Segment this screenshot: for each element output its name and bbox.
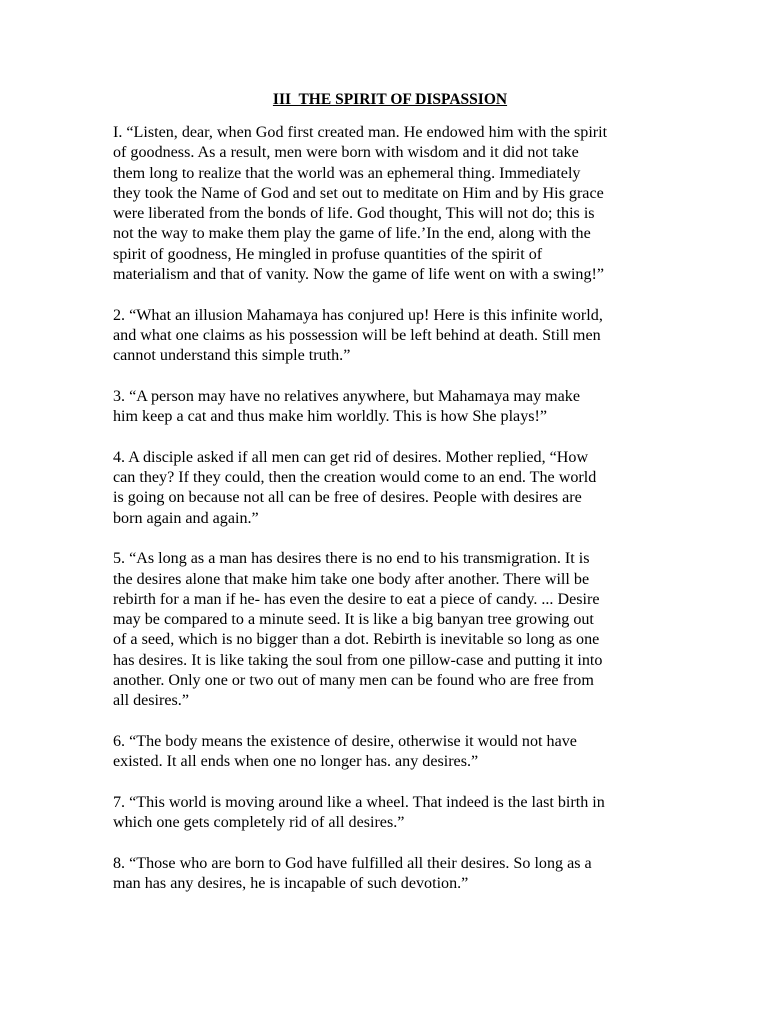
paragraph-list <box>113 123 663 894</box>
paragraph-6 <box>113 732 663 773</box>
text-line: spirit of goodness, He mingled in profuse quantities of the spirit of <box>113 245 543 263</box>
text-line: 2. “What an illusion Mahamaya has conjured up! Here is this infinite world, <box>113 306 603 324</box>
text-line: cannot understand this simple truth.” <box>113 347 351 365</box>
text-line: him keep a cat and thus make him worldly. This is how She plays!” <box>113 408 548 426</box>
text-line: existed. It all ends when one no longer has. any desires.” <box>113 753 479 771</box>
paragraph-1 <box>113 123 663 285</box>
text-line: them long to realize that the world was an ephemeral thing. Immediately <box>113 164 581 182</box>
text-line: born again and again.” <box>113 509 259 527</box>
text-line: man has any desires, he is incapable of such devotion.” <box>113 874 469 892</box>
text-line: I. “Listen, dear, when God first created man. He endowed him with the spirit <box>113 124 608 141</box>
text-line: can they? If they could, then the creation would come to an end. The world <box>113 469 597 487</box>
text-line: and what one claims as his possession will be left behind at death. Still men <box>113 326 601 344</box>
text-line: all desires.” <box>113 692 189 710</box>
text-line: has desires. It is like taking the soul from one pillow-case and putting it into <box>113 651 603 669</box>
text-line: the desires alone that make him take one body after another. There will be <box>113 570 590 588</box>
text-line: 7. “This world is moving around like a wheel. That indeed is the last birth in <box>113 793 605 811</box>
paragraph-4 <box>113 448 663 529</box>
paragraph-2 <box>113 306 663 367</box>
text-line: of a seed, which is no bigger than a dot. Rebirth is inevitable so long as one <box>113 631 600 649</box>
paragraph-8 <box>113 854 663 895</box>
text-line: 6. “The body means the existence of desire, otherwise it would not have <box>113 732 577 750</box>
paragraph-3 <box>113 387 663 428</box>
document-page <box>113 90 663 915</box>
text-line: 3. “A person may have no relatives anywhere, but Mahamaya may make <box>113 387 581 405</box>
text-line: 8. “Those who are born to God have fulfilled all their desires. So long as a <box>113 854 592 872</box>
text-line: another. Only one or two out of many men can be found who are free from <box>113 672 594 690</box>
text-line: 5. “As long as a man has desires there is no end to his transmigration. It is <box>113 550 590 568</box>
text-line: which one gets completely rid of all desires.” <box>113 814 405 832</box>
paragraph-7 <box>113 793 663 834</box>
paragraph-5 <box>113 549 663 711</box>
section-heading: III THE SPIRIT OF DISPASSION <box>272 91 508 108</box>
text-line: not the way to make them play the game of life.’In the end, along with the <box>113 225 591 243</box>
text-line: were liberated from the bonds of life. God thought, This will not do; this is <box>113 205 595 223</box>
text-line: they took the Name of God and set out to meditate on Him and by His grace <box>113 184 604 202</box>
text-line: 4. A disciple asked if all men can get rid of desires. Mother replied, “How <box>113 448 589 466</box>
text-line: is going on because not all can be free of desires. People with desires are <box>113 489 582 507</box>
text-line: may be compared to a minute seed. It is like a big banyan tree growing out <box>113 611 594 629</box>
text-line: materialism and that of vanity. Now the game of life went on with a swing!” <box>113 266 605 284</box>
text-line: of goodness. As a result, men were born with wisdom and it did not take <box>113 144 579 162</box>
text-line: rebirth for a man if he- has even the desire to eat a piece of candy. ... Desire <box>113 590 600 608</box>
